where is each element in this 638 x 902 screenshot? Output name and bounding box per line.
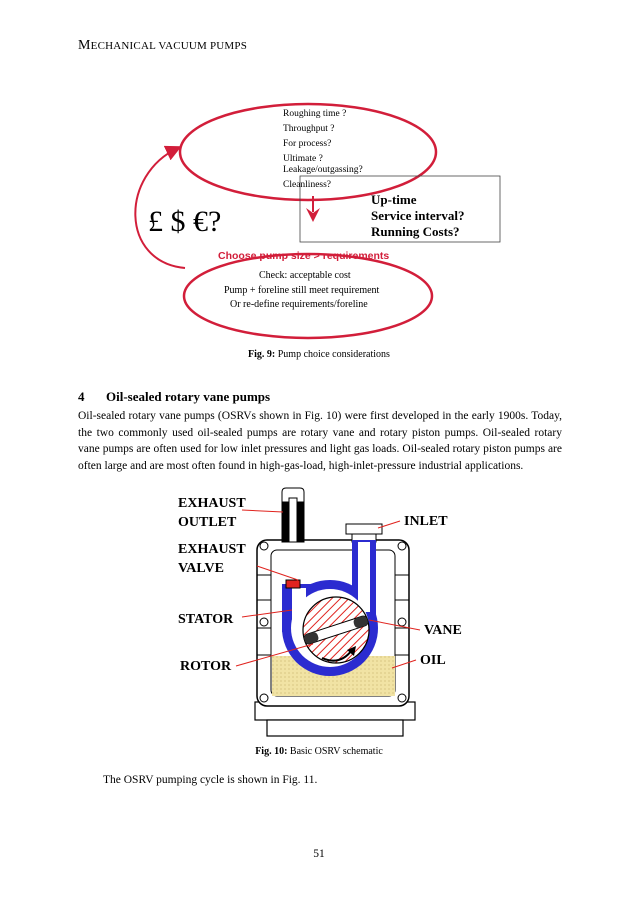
- fig10-caption: Fig. 10: Basic OSRV schematic: [255, 746, 383, 757]
- fig10-diagram: [0, 480, 638, 742]
- costs-box-text: [371, 192, 465, 240]
- choose-pump-size: Choose pump size > requirements: [218, 250, 390, 262]
- label-oil: OIL: [420, 653, 446, 668]
- closing-sentence: The OSRV pumping cycle is shown in Fig. 11.: [103, 774, 318, 786]
- pump-base: [255, 702, 415, 736]
- costs-service: Service interval?: [371, 208, 465, 223]
- label-rotor: ROTOR: [180, 659, 232, 674]
- section-heading: 4 Oil-sealed rotary vane pumps: [78, 389, 271, 404]
- page-number: 51: [313, 848, 325, 860]
- label-exhaust-outlet: EXHAUST OUTLET: [178, 496, 246, 530]
- costs-running: Running Costs?: [371, 224, 460, 239]
- exhaust-outlet-fitting: [282, 488, 304, 542]
- label-exhaust-valve: EXHAUST VALVE: [178, 542, 246, 576]
- fig9-caption: Fig. 9: Pump choice considerations: [248, 349, 390, 360]
- question-ultimate: Ultimate ?: [283, 154, 323, 164]
- question-cleanliness: Cleanliness?: [283, 180, 332, 190]
- question-roughing-time: Roughing time ?: [283, 109, 347, 119]
- running-header: MECHANICAL VACUUM PUMPS: [78, 38, 248, 53]
- costs-uptime: Up-time: [371, 192, 417, 207]
- bottom-ellipse: [184, 254, 432, 338]
- label-inlet: INLET: [404, 514, 448, 529]
- label-vane: VANE: [424, 623, 462, 638]
- question-throughput: Throughput ?: [283, 124, 335, 134]
- label-stator: STATOR: [178, 612, 234, 627]
- currency-symbols: £ $ €?: [148, 205, 222, 238]
- check-redefine: Or re-define requirements/foreline: [230, 299, 368, 310]
- question-process: For process?: [283, 139, 332, 149]
- exhaust-valve-flap: [286, 580, 300, 588]
- check-cost: Check: acceptable cost: [259, 270, 351, 281]
- section-paragraph: Oil-sealed rotary vane pumps (OSRVs shown in Fig. 10) were first developed in the early 1900s. Today, the two commonly used oil-sealed pumps are rotary vane and rotary piston pumps. Oil-sealed rotary vane pumps are often used for low inlet pressures and light gas loads. Oil-sealed rotary piston pumps are often large and are most often found in high-gas-load, high-inlet-pressure industrial applications.: [78, 410, 562, 472]
- check-foreline: Pump + foreline still meet requirement: [224, 285, 380, 296]
- question-leakage: Leakage/outgassing?: [283, 165, 363, 175]
